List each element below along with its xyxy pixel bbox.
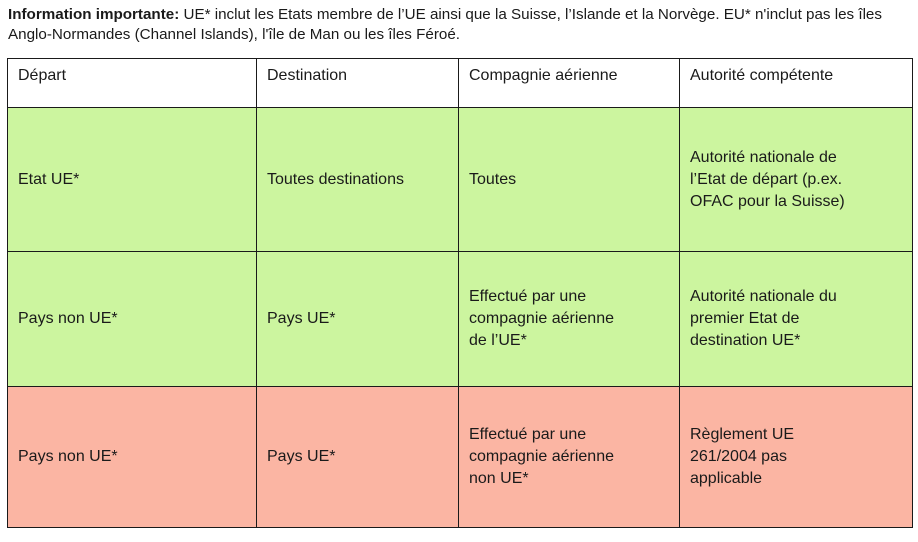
cell-departure: Pays non UE* (8, 252, 257, 387)
table-row (8, 252, 913, 387)
header-authority: Autorité compétente (680, 59, 913, 108)
table-header-row (8, 59, 913, 108)
cell-authority: Règlement UE 261/2004 pas applicable (680, 387, 913, 528)
cell-authority: Autorité nationale de l’Etat de départ (p.ex. OFAC pour la Suisse) (680, 108, 913, 252)
cell-airline: Toutes (459, 108, 680, 252)
header-destination: Destination (257, 59, 459, 108)
cell-airline: Effectué par une compagnie aérienne de l’UE* (459, 252, 680, 387)
cell-authority: Autorité nationale du premier Etat de destination UE* (680, 252, 913, 387)
table-row (8, 387, 913, 528)
cell-destination: Pays UE* (257, 252, 459, 387)
notice-text: UE* inclut les Etats membre de l’UE ainsi que la Suisse, l’Islande et la Norvège. EU* n'inclut pas les îles Anglo-Normandes (Channel Islands), l'île de Man ou les îles Féroé. (8, 6, 882, 43)
notice-label: Information importante: (8, 6, 180, 23)
important-notice (8, 5, 914, 45)
header-airline: Compagnie aérienne (459, 59, 680, 108)
competent-authority-table (7, 58, 913, 528)
cell-destination: Pays UE* (257, 387, 459, 528)
cell-airline: Effectué par une compagnie aérienne non UE* (459, 387, 680, 528)
header-departure: Départ (8, 59, 257, 108)
cell-destination: Toutes destinations (257, 108, 459, 252)
table-row (8, 108, 913, 252)
cell-departure: Pays non UE* (8, 387, 257, 528)
cell-departure: Etat UE* (8, 108, 257, 252)
